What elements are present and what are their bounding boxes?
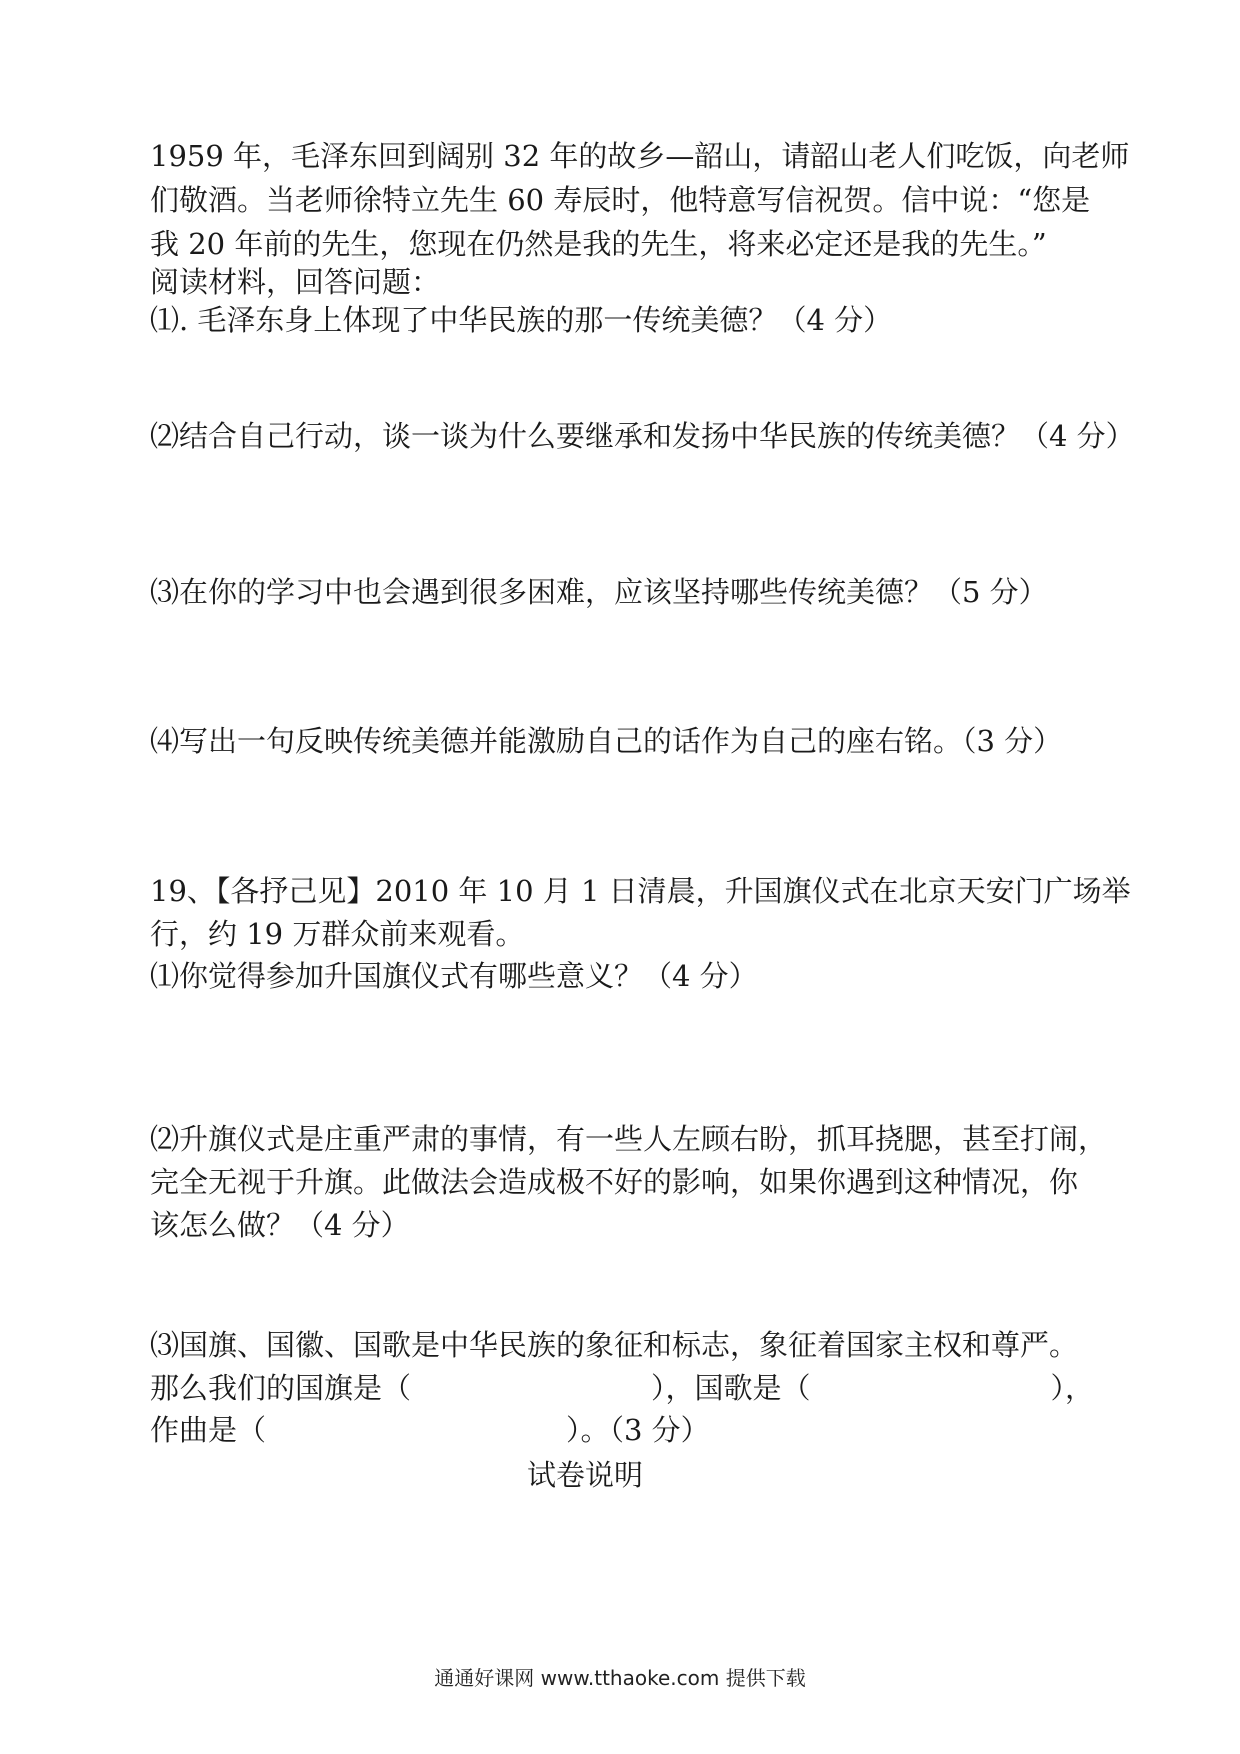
q18-part-4: ⑷写出一句反映传统美德并能激励自己的话作为自己的座右铭。（3 分）	[150, 724, 1063, 758]
q18-part-1: ⑴. 毛泽东身上体现了中华民族的那一传统美德？（4 分）	[150, 303, 893, 337]
material-prompt: 阅读材料，回答问题：	[150, 265, 441, 299]
national-flag-prompt: 那么我们的国旗是（	[150, 1371, 412, 1405]
q19-part-2-line-3: 该怎么做？（4 分）	[150, 1208, 410, 1242]
score-note: ）。（3 分）	[566, 1413, 710, 1447]
section-title: 试卷说明	[526, 1458, 643, 1492]
q19-part-3-line-1: ⑶国旗、国徽、国歌是中华民族的象征和标志，象征着国家主权和尊严。	[150, 1328, 1079, 1362]
q19-part-3-line-3	[150, 1410, 710, 1450]
material-line-1: 1959 年，毛泽东回到阔别 32 年的故乡—韶山，请韶山老人们吃饭，向老师	[150, 139, 1130, 173]
q18-part-3: ⑶在你的学习中也会遇到很多困难，应该坚持哪些传统美德？（5 分）	[150, 575, 1048, 609]
national-anthem-prompt: ），国歌是（	[651, 1371, 811, 1405]
q19-stem-line-1: 19、【各抒己见】2010 年 10 月 1 日清晨，升国旗仪式在北京天安门广场举	[150, 874, 1131, 908]
q19-part-2-line-1: ⑵升旗仪式是庄重严肃的事情，有一些人左顾右盼，抓耳挠腮，甚至打闹，	[150, 1122, 1108, 1156]
composer-prompt: 作曲是（	[150, 1413, 267, 1447]
footer-credit: 通通好课网 www.tthaoke.com 提供下载	[434, 1666, 806, 1690]
material-line-3: 我 20 年前的先生，您现在仍然是我的先生，将来必定还是我的先生。”	[150, 227, 1047, 261]
q18-part-2: ⑵结合自己行动，谈一谈为什么要继承和发扬中华民族的传统美德？（4 分）	[150, 419, 1135, 453]
q19-part-2-line-2: 完全无视于升旗。此做法会造成极不好的影响，如果你遇到这种情况，你	[150, 1165, 1079, 1199]
q19-part-3-line-2	[150, 1368, 1094, 1408]
line-end-punct: ），	[1050, 1371, 1095, 1405]
q19-stem-line-2: 行，约 19 万群众前来观看。	[150, 917, 525, 951]
q19-part-1: ⑴你觉得参加升国旗仪式有哪些意义？（4 分）	[150, 959, 758, 993]
material-line-2: 们敬酒。当老师徐特立先生 60 寿辰时，他特意写信祝贺。信中说：“您是	[150, 183, 1091, 217]
